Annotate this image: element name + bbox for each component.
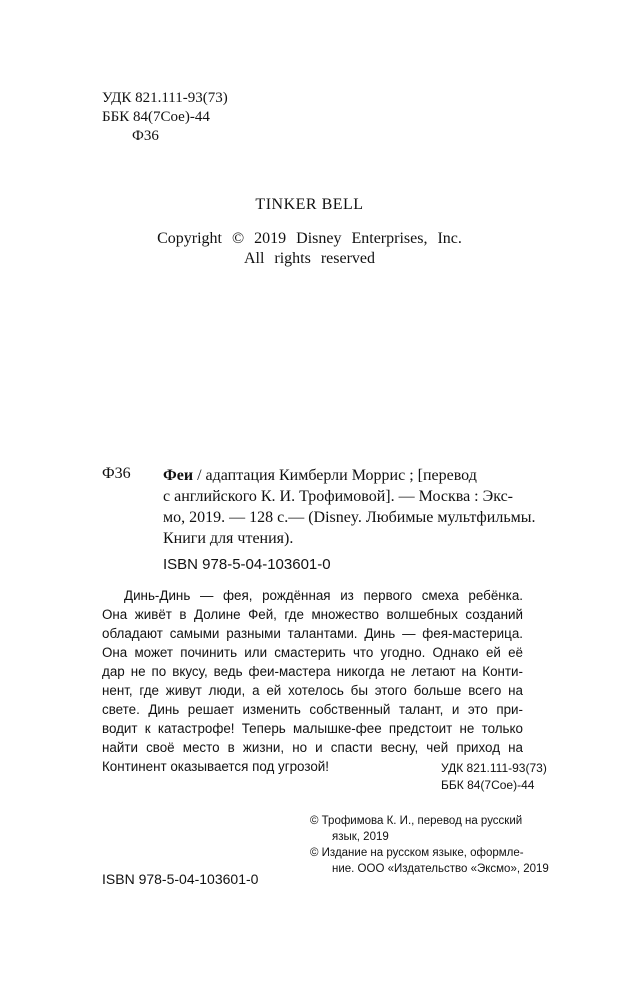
original-title: TINKER BELL — [255, 196, 364, 213]
catalog-entry-line-1 — [163, 465, 523, 486]
copyright-line-2: All rights reserved — [243, 250, 376, 267]
catalog-entry-line-4: Книги для чтения). — [163, 530, 294, 547]
annotation-line: нент, где живут люди, а ей хотелось бы этого больше всего на — [102, 683, 523, 698]
catalog-entry-line-1-text: / адаптация Кимберли Моррис ; [перевод — [193, 467, 477, 484]
copyright-notice — [0, 229, 619, 269]
annotation-line: Она может починить или смастерить что угодно. Однако ей её — [102, 645, 523, 660]
catalog-entry-line-2: с английского К. И. Трофимовой]. — Москва : Экс- — [163, 488, 513, 505]
small-classification-block — [441, 760, 547, 794]
copyright-line-1: Copyright © 2019 Disney Enterprises, Inc. — [157, 230, 462, 247]
catalog-entry-code: Ф36 — [102, 465, 131, 482]
small-udk-code: УДК 821.111-93(73) — [441, 761, 547, 775]
annotation-line: Динь-Динь — фея, рождённая из первого смеха ребёнка. — [124, 588, 523, 603]
translation-copyright-line-1: © Трофимова К. И., перевод на русский — [310, 815, 523, 827]
catalog-entry — [163, 465, 536, 549]
copyright-notes — [310, 813, 550, 877]
edition-copyright-line-2: ние. ООО «Издательство «Эксмо», 2019 — [332, 863, 549, 875]
annotation-line: водит к катастрофе! Теперь малышке-фее предстоит не только — [102, 721, 523, 736]
catalog-isbn: ISBN 978-5-04-103601-0 — [163, 556, 331, 573]
annotation-line: найти своё место в жизни, но и спасти весну, чей приход на — [102, 740, 523, 755]
classification-block — [102, 89, 228, 146]
small-bbk-code: ББК 84(7Сое)-44 — [441, 778, 535, 792]
annotation-line: Континент оказывается под угрозой! — [102, 759, 329, 774]
bbk-code: ББК 84(7Сое)-44 — [102, 109, 210, 125]
translation-copyright-line-2: язык, 2019 — [332, 831, 389, 843]
annotation — [102, 586, 523, 776]
book-title: Феи — [163, 467, 194, 484]
annotation-line: дар не по вкусу, ведь феи-мастера никогда не летают на Конти- — [102, 664, 523, 679]
udk-code: УДК 821.111-93(73) — [102, 90, 228, 106]
annotation-line: свете. Динь решает изменить собственный талант, и это при- — [102, 702, 523, 717]
annotation-line: Она живёт в Долине Фей, где множество волшебных созданий — [102, 607, 523, 622]
edition-copyright-line-1: © Издание на русском языке, оформле- — [310, 847, 524, 859]
annotation-line: обладают самыми разными талантами. Динь — фея-мастерица. — [102, 626, 523, 641]
bottom-isbn: ISBN 978-5-04-103601-0 — [102, 871, 259, 887]
author-mark: Ф36 — [132, 128, 159, 144]
catalog-entry-line-3: мо, 2019. — 128 с.— (Disney. Любимые мультфильмы. — [163, 509, 536, 526]
